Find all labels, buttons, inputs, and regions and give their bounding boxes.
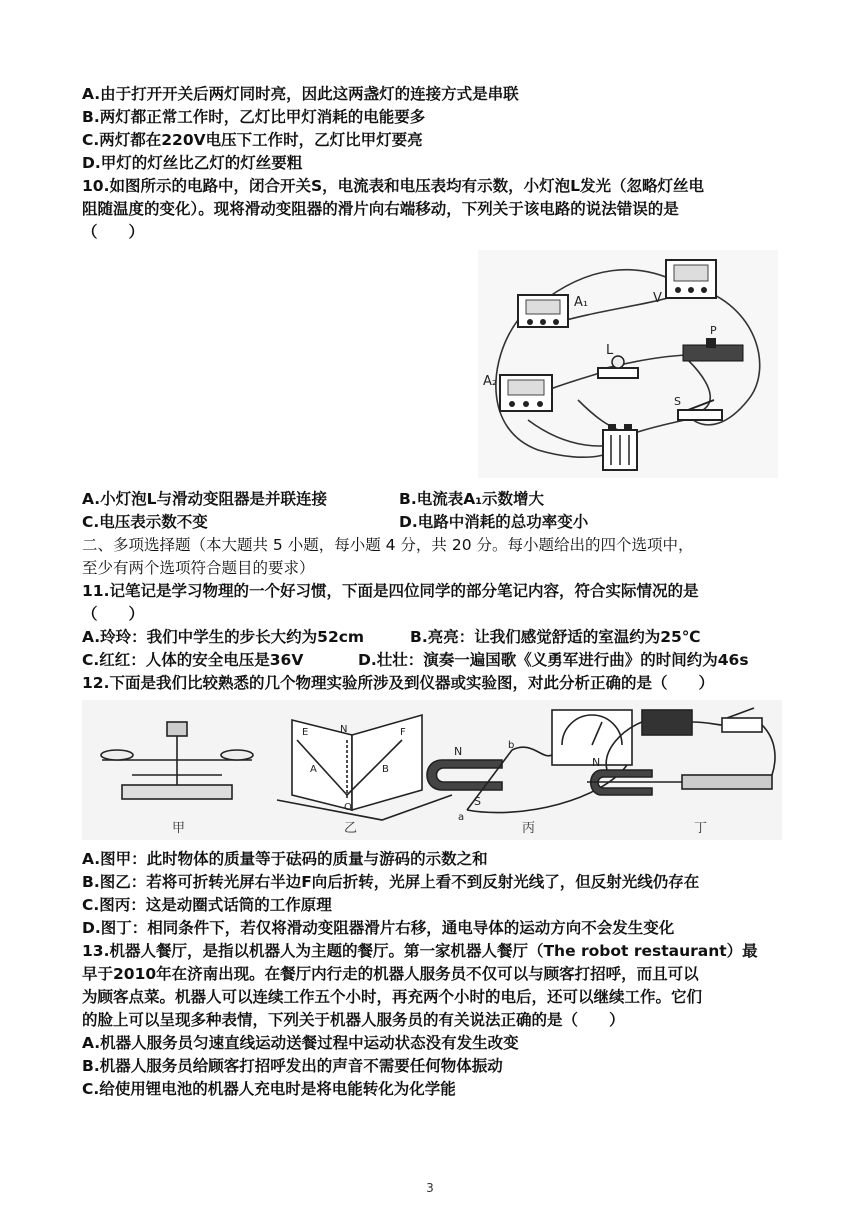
battery: [603, 424, 637, 470]
q10-stem-line1: 10.如图所示的电路中，闭合开关S，电流表和电压表均有示数，小灯泡L发光（忽略灯丝电: [82, 177, 705, 195]
caption-yi: 乙: [344, 821, 358, 836]
q12-option-b: B.图乙：若将可折转光屏右半边F向后折转，光屏上看不到反射光线了，但反射光线仍存在: [82, 873, 700, 891]
label-e: E: [302, 727, 309, 738]
q12-option-d: D.图丁：相同条件下，若仅将滑动变阻器滑片右移，通电导体的运动方向不会发生变化: [82, 919, 675, 937]
q11-stem-line2: （ ）: [82, 605, 145, 623]
q13-stem-line2: 早于2010年在济南出现。在餐厅内行走的机器人服务员不仅可以与顾客打招呼，而且可以: [82, 965, 699, 983]
label-b: B: [382, 764, 389, 775]
caption-bing: 丙: [522, 821, 536, 836]
label-a2: A₂: [483, 374, 498, 389]
label-n-bing: N: [454, 745, 463, 758]
q13-stem-line4: 的脸上可以呈现多种表情，下列关于机器人服务员的有关说法正确的是（ ）: [82, 1011, 625, 1029]
q10-option-c: C.电压表示数不变: [82, 513, 208, 531]
caption-jia: 甲: [172, 821, 186, 836]
q13-option-a: A.机器人服务员匀速直线运动送餐过程中运动状态没有发生改变: [82, 1034, 519, 1052]
caption-ding: 丁: [694, 821, 708, 836]
q9-option-d: D.甲灯的灯丝比乙灯的灯丝要粗: [82, 154, 303, 172]
label-n-ding: N: [592, 756, 601, 769]
label-p: P: [710, 324, 717, 337]
q11-stem-line1: 11.记笔记是学习物理的一个好习惯，下面是四位同学的部分笔记内容，符合实际情况的是: [82, 582, 699, 600]
q9-option-b: B.两灯都正常工作时，乙灯比甲灯消耗的电能要多: [82, 108, 426, 126]
q13-stem-line1: 13.机器人餐厅，是指以机器人为主题的餐厅。第一家机器人餐厅（The robot restaurant）最: [82, 942, 758, 960]
q13-option-c: C.给使用锂电池的机器人充电时是将电能转化为化学能: [82, 1080, 456, 1098]
q10-stem-line2: 阻随温度的变化）。现将滑动变阻器的滑片向右端移动，下列关于该电路的说法错误的是: [82, 200, 679, 218]
label-a-lower: a: [458, 812, 465, 823]
label-o: O: [344, 802, 352, 813]
label-a1: A₁: [574, 295, 589, 310]
q10-option-d: D.电路中消耗的总功率变小: [399, 513, 589, 531]
label-b-lower: b: [508, 740, 515, 751]
q10-option-b: B.电流表A₁示数增大: [399, 490, 544, 508]
q11-option-c: C.红红：人体的安全电压是36V: [82, 651, 304, 669]
label-s: S: [674, 395, 681, 408]
section2-heading-line1: 二、多项选择题（本大题共 5 小题，每小题 4 分，共 20 分。每小题给出的四个选项中，: [82, 536, 694, 554]
q10-option-a: A.小灯泡L与滑动变阻器是并联连接: [82, 490, 328, 508]
q10-circuit-figure: [478, 250, 778, 478]
page-number: 3: [426, 1181, 434, 1195]
q12-figures: [82, 700, 782, 840]
q12-stem: 12.下面是我们比较熟悉的几个物理实验所涉及到仪器或实验图，对此分析正确的是（ ）: [82, 674, 714, 692]
q10-stem-line3: （ ）: [82, 223, 145, 241]
q9-option-c: C.两灯都在220V电压下工作时，乙灯比甲灯要亮: [82, 131, 423, 149]
q9-option-a: A.由于打开开关后两灯同时亮，因此这两盏灯的连接方式是串联: [82, 85, 519, 103]
q12-option-c: C.图丙：这是动圈式话筒的工作原理: [82, 896, 332, 914]
label-v: V: [653, 291, 662, 306]
q13-option-b: B.机器人服务员给顾客打招呼发出的声音不需要任何物体振动: [82, 1057, 503, 1075]
q11-option-a: A.玲玲：我们中学生的步长大约为52cm: [82, 628, 365, 646]
q11-option-b: B.亮亮：让我们感觉舒适的室温约为25℃: [410, 628, 701, 646]
section2-heading-line2: 至少有两个选项符合题目的要求）: [82, 559, 315, 577]
label-a: A: [310, 764, 317, 775]
q13-stem-line3: 为顾客点菜。机器人可以连续工作五个小时，再充两个小时的电后，还可以继续工作。它们: [82, 988, 703, 1006]
q12-option-a: A.图甲：此时物体的质量等于砝码的质量与游码的示数之和: [82, 850, 488, 868]
ammeter-a2: [500, 375, 552, 411]
ammeter-a1: [518, 295, 568, 327]
label-n: N: [340, 724, 348, 735]
voltmeter: [666, 260, 716, 298]
q11-option-d: D.壮壮：演奏一遍国歌《义勇军进行曲》的时间约为46s: [358, 651, 749, 669]
label-s-bing: S: [474, 795, 481, 808]
label-f: F: [400, 727, 406, 738]
label-l: L: [606, 343, 614, 358]
